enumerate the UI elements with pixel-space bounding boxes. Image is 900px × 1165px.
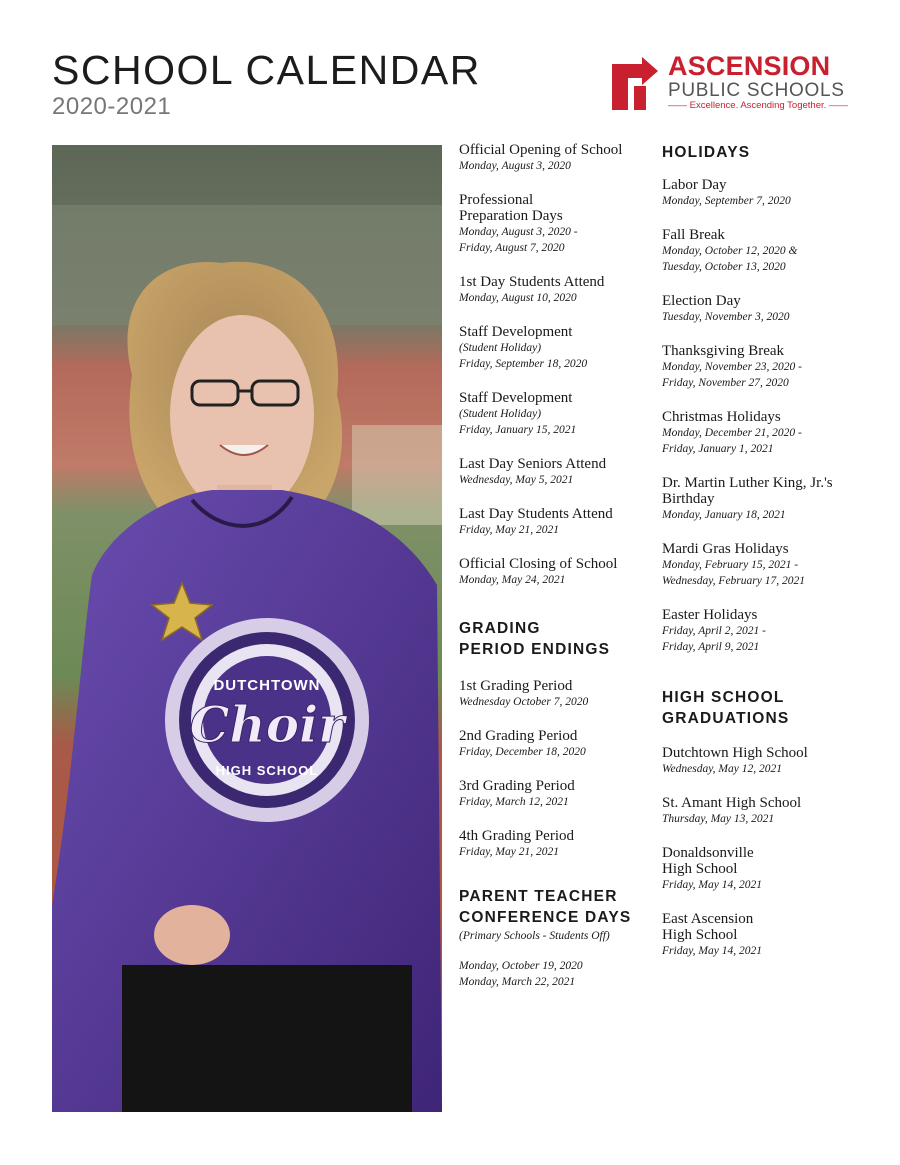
calendar-entry	[459, 142, 649, 174]
entry-date: Monday, August 3, 2020 -	[459, 226, 578, 238]
entry-name: Last Day Seniors Attend	[459, 456, 607, 472]
calendar-entry	[662, 409, 862, 457]
grading-list	[459, 678, 649, 860]
entry-date: (Student Holiday)	[459, 408, 542, 420]
calendar-entry	[662, 541, 862, 589]
calendar-entry	[459, 728, 649, 760]
entry-date: Friday, April 9, 2021	[662, 641, 760, 653]
entry-date: Wednesday, May 12, 2021	[662, 763, 782, 775]
entry-date: Friday, May 21, 2021	[459, 846, 559, 858]
entry-date: Friday, January 1, 2021	[662, 443, 774, 455]
entry-name: 3rd Grading Period	[459, 778, 575, 794]
key-dates-list	[459, 142, 649, 588]
calendar-entry	[662, 911, 862, 959]
calendar-entry	[459, 456, 649, 488]
student-photo	[52, 145, 442, 1112]
entry-name: Professional Preparation Days	[459, 192, 563, 224]
entry-date: Friday, August 7, 2020	[459, 242, 565, 254]
entry-name: Labor Day	[662, 177, 727, 193]
entry-date: Monday, November 23, 2020 -	[662, 361, 802, 373]
entry-name: 2nd Grading Period	[459, 728, 578, 744]
holidays-list	[662, 177, 862, 655]
entry-date: Wednesday October 7, 2020	[459, 696, 589, 708]
calendar-entry	[459, 828, 649, 860]
entry-name: Official Opening of School	[459, 142, 623, 158]
entry-date: (Student Holiday)	[459, 342, 542, 354]
calendar-entry	[662, 177, 862, 209]
entry-date: Monday, January 18, 2021	[662, 509, 786, 521]
calendar-entry	[662, 845, 862, 893]
entry-date: Friday, May 14, 2021	[662, 945, 762, 957]
entry-name: Thanksgiving Break	[662, 343, 785, 359]
entry-date: Monday, December 21, 2020 -	[662, 427, 802, 439]
holidays-heading: HOLIDAYS	[662, 144, 751, 161]
calendar-entry	[662, 745, 862, 777]
calendar-entry	[662, 227, 862, 275]
entry-date: Friday, December 18, 2020	[459, 746, 586, 758]
conference-dates	[459, 958, 649, 990]
entry-name: Donaldsonville High School	[662, 845, 754, 877]
logo-name: ASCENSION	[668, 51, 831, 81]
shirt-text-bottom: HIGH SCHOOL	[215, 763, 319, 778]
entry-date: Tuesday, October 13, 2020	[662, 261, 786, 273]
calendar-entry	[662, 343, 862, 391]
entry-date: Monday, February 15, 2021 -	[662, 559, 799, 571]
entry-date: Tuesday, November 3, 2020	[662, 311, 790, 323]
entry-name: Staff Development	[459, 324, 573, 340]
entry-date: Wednesday, February 17, 2021	[662, 575, 805, 587]
entry-name: Official Closing of School	[459, 556, 618, 572]
calendar-entry	[662, 795, 862, 827]
entry-name: 1st Grading Period	[459, 678, 573, 694]
entry-name: Dr. Martin Luther King, Jr.'s Birthday	[662, 475, 833, 507]
entry-date: Friday, September 18, 2020	[459, 358, 588, 370]
shirt-text-main: Choir	[189, 695, 345, 754]
entry-name: Easter Holidays	[662, 607, 758, 623]
entry-name: 1st Day Students Attend	[459, 274, 605, 290]
entry-name: Fall Break	[662, 227, 725, 243]
calendar-entry	[662, 607, 862, 655]
entry-date: Friday, April 2, 2021 -	[662, 625, 766, 637]
entry-name: Christmas Holidays	[662, 409, 781, 425]
calendar-entry	[459, 506, 649, 538]
entry-name: 4th Grading Period	[459, 828, 574, 844]
entry-name: Last Day Students Attend	[459, 506, 613, 522]
entry-date: Monday, August 3, 2020	[459, 160, 571, 172]
calendar-entry	[459, 192, 649, 256]
calendar-entry	[459, 678, 649, 710]
district-logo	[606, 52, 850, 114]
entry-date: Friday, November 27, 2020	[662, 377, 789, 389]
entry-date: Friday, May 14, 2021	[662, 879, 762, 891]
calendar-left-column	[459, 142, 649, 990]
calendar-entry	[459, 556, 649, 588]
logo-tagline: —— Excellence. Ascending Together. ——	[668, 100, 848, 111]
ascension-arrow-icon	[606, 52, 662, 110]
entry-date: Friday, January 15, 2021	[459, 424, 577, 436]
entry-date: Monday, August 10, 2020	[459, 292, 577, 304]
conference-heading: PARENT TEACHER CONFERENCE DAYS	[459, 888, 632, 926]
school-year: 2020-2021	[52, 93, 172, 120]
calendar-entry	[459, 274, 649, 306]
calendar-right-column	[662, 142, 862, 959]
calendar-entry	[459, 778, 649, 810]
calendar-entry	[662, 293, 862, 325]
entry-date: Monday, September 7, 2020	[662, 195, 791, 207]
shirt-text-top: DUTCHTOWN	[213, 677, 321, 694]
entry-date: Friday, May 21, 2021	[459, 524, 559, 536]
graduations-list	[662, 745, 862, 959]
entry-date: Wednesday, May 5, 2021	[459, 474, 574, 486]
entry-date: Monday, October 12, 2020 &	[662, 245, 798, 257]
entry-name: Staff Development	[459, 390, 573, 406]
entry-date: Friday, March 12, 2021	[459, 796, 569, 808]
logo-subname: PUBLIC SCHOOLS	[668, 80, 845, 101]
conference-note: (Primary Schools - Students Off)	[459, 930, 610, 942]
entry-name: East Ascension High School	[662, 911, 754, 943]
graduations-heading: HIGH SCHOOL GRADUATIONS	[662, 689, 790, 727]
entry-name: St. Amant High School	[662, 795, 802, 811]
conference-date: Monday, March 22, 2021	[459, 976, 576, 988]
calendar-entry	[662, 475, 862, 523]
page-title: SCHOOL CALENDAR	[52, 47, 481, 93]
calendar-entry	[459, 324, 649, 372]
entry-date: Monday, May 24, 2021	[459, 574, 566, 586]
grading-heading: GRADING PERIOD ENDINGS	[459, 620, 611, 658]
entry-name: Dutchtown High School	[662, 745, 808, 761]
calendar-entry	[459, 390, 649, 438]
entry-name: Election Day	[662, 293, 741, 309]
entry-date: Thursday, May 13, 2021	[662, 813, 775, 825]
conference-date: Monday, October 19, 2020	[459, 960, 583, 972]
entry-name: Mardi Gras Holidays	[662, 541, 789, 557]
